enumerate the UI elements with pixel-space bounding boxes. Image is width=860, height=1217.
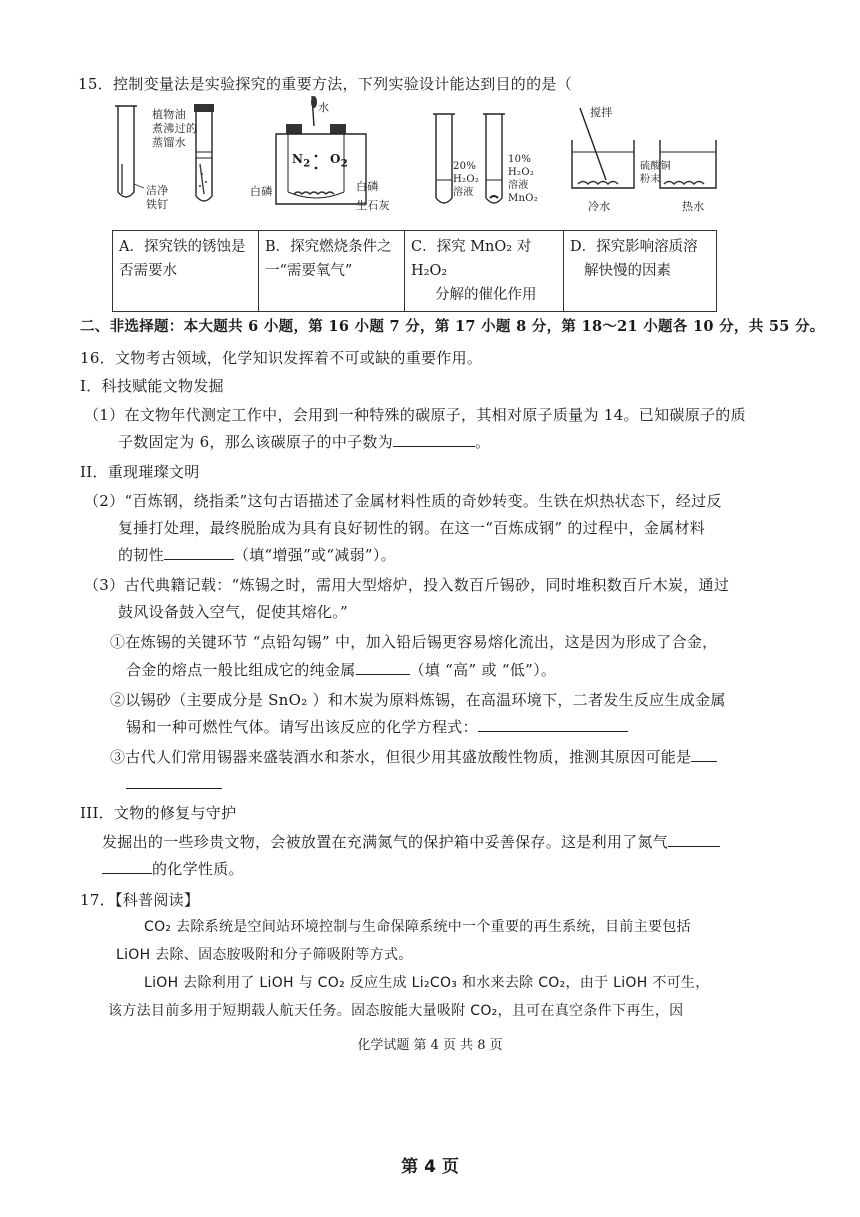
q16-part2-title: II．重现璀璨文明: [80, 463, 200, 481]
answer-blank-toughness[interactable]: [164, 545, 234, 560]
answer-blank-neutrons[interactable]: [393, 432, 475, 447]
fig-a-label-water: 蒸馏水: [152, 136, 186, 149]
option-d[interactable]: D．探究影响溶质溶 解快慢的因素: [564, 231, 717, 312]
answer-blank-reason-b[interactable]: [126, 774, 222, 789]
fig-c-left-pct: 20%: [453, 161, 477, 172]
q16-p2-line3: 的韧性: [118, 546, 164, 564]
fig-b-phosphorus-left: 白磷: [250, 185, 273, 198]
q16-p3b-line1: ②以锡砂（主要成分是 SnO₂ ）和木炭为原料炼锡，在高温环境下，二者发生反应生成金属: [110, 691, 726, 709]
q16-part3-title: III．文物的修复与守护: [80, 804, 237, 822]
option-b[interactable]: B．探究燃烧条件之 一“需要氧气”: [259, 231, 405, 312]
fig-d-hot: 热水: [682, 200, 705, 213]
fig-a-label-clean: 洁净: [146, 184, 169, 197]
q17-para1-line2: LiOH 去除、固态胺吸附和分子筛吸附等方式。: [116, 947, 413, 963]
q16-p4-line2: 的化学性质。: [152, 860, 244, 878]
q16-p3-line1: （3）古代典籍记载：“炼锡之时，需用大型熔炉，投入数百斤锡砂，同时堆积数百斤木炭，通过: [84, 576, 730, 594]
q17-para2-line2: 该方法目前多用于短期载人航天任务。固态胺能大量吸附 CO₂，且可在真空条件下再生，因: [108, 1003, 684, 1019]
q16-stem: 16．文物考古领域，化学知识发挥着不可或缺的重要作用。: [80, 349, 483, 367]
q15-options-table: [112, 230, 717, 312]
q16-p4-line1: 发掘出的一些珍贵文物，会被放置在充满氮气的保护箱中妥善保存。这是利用了氮气: [102, 833, 669, 851]
q16-p1-line2: 子数固定为 6，那么该碳原子的中子数为: [118, 433, 394, 451]
fig-d-cold: 冷水: [588, 200, 611, 213]
fig-d-cuso4: 硫酸铜: [640, 161, 671, 172]
q17-stem: 17．【科普阅读】: [80, 891, 200, 909]
fig-c-right-pct: 10%: [508, 154, 532, 165]
q17-para2-line1: LiOH 去除利用了 LiOH 与 CO₂ 反应生成 Li₂CO₃ 和水来去除 CO₂，由于 LiOH 不可生，: [144, 975, 710, 991]
answer-blank-melting-point[interactable]: [356, 660, 410, 675]
option-c[interactable]: C．探究 MnO₂ 对 H₂O₂ 分解的催化作用: [405, 231, 564, 312]
fig-b-n2: N: [292, 152, 304, 166]
page-number-label: 第 4 页: [401, 1157, 459, 1177]
fig-b-o2: O: [330, 152, 341, 166]
fig-a-label-boiled: 煮沸过的: [152, 122, 198, 135]
q16-p3-line2: 鼓风设备鼓入空气，促使其熔化。”: [118, 603, 348, 621]
fig-c-right-sol: 溶液: [508, 180, 529, 191]
q16-p1-line1: （1）在文物年代测定工作中，会用到一种特殊的碳原子，其相对原子质量为 14。已知碳原子的质: [84, 406, 746, 424]
fig-b-n2-sub: 2: [303, 158, 311, 170]
option-a[interactable]: A．探究铁的锈蚀是 否需要水: [113, 231, 259, 312]
fig-d-powder: 粉末: [640, 174, 661, 185]
q16-part1-title: I．科技赋能文物发掘: [80, 377, 224, 395]
answer-blank-nitrogen-a[interactable]: [668, 832, 720, 847]
answer-blank-nitrogen-b[interactable]: [102, 859, 152, 874]
answer-blank-reason-a[interactable]: [691, 747, 717, 762]
q16-p3b-line2: 锡和一种可燃性气体。请写出该反应的化学方程式：: [126, 718, 478, 736]
exam-page: 15．控制变量法是实验探究的重要方法，下列实验设计能达到目的的是（ 植物油 煮沸过的 蒸馏水 洁净 铁钉 水 $N_2$ $O_2$ 白磷 白磷 生石灰 20% H₂O₂ 溶液 10% H₂O₂ 溶液 MnO₂ 搅拌 硫酸铜 粉末 冷水 热水 A．探究铁的锈蚀是 否需要水 B．探究燃烧条件之 一“需要氧气” C．探究 MnO₂ 对 H₂O₂ 分解的催化作用 D．探究影响溶质溶 解快慢的因素 二、非选择题：本大题共 6 小题，第 16 小题 7 分，第 17 小题 8 分，第 18～21 小题各 10 分，共 55 分。 16．文物考古领域，化学知识发挥着不可或缺的重要作用。 I．科技赋能文物发掘 （1）在文物年代测定工作中，会用到一种特殊的碳原子，其相对原子质量为 14。已知碳原子的质 子数固定为 6，那么该碳原子的中子数为 。 II．重现璀璨文明 （2）“百炼钢，绕指柔”这句古语描述了金属材料性质的奇妙转变。生铁在炽热状态下，经过反 复捶打处理，最终脱胎成为具有良好韧性的钢。在这一“百炼成钢” 的过程中，金属材料 的韧性 （填“增强”或“减弱”）。 （3）古代典籍记载：“炼锡之时，需用大型熔炉，投入数百斤锡砂，同时堆积数百斤木炭，通过 鼓风设备鼓入空气，促使其熔化。” ①在炼锡的关键环节 “点铅勾锡” 中，加入铅后锡更容易熔化流出，这是因为形成了合金， 合金的熔点一般比组成它的纯金属 （填 “高” 或 “低”）。 ②以锡砂（主要成分是 SnO₂ ）和木炭为原料炼锡，在高温环境下，二者发生反应生成金属 锡和一种可燃性气体。请写出该反应的化学方程式： ③古代人们常用锡器来盛装酒水和茶水，但很少用其盛放酸性物质，推测其原因可能是 III．文物的修复与守护 发掘出的一些珍贵文物，会被放置在充满氮气的保护箱中妥善保存。这是利用了氮气 的化学性质。 17．【科普阅读】 CO₂ 去除系统是空间站环境控制与生命保障系统中一个重要的再生系统，目前主要包括 LiOH 去除、固态胺吸附和分子筛吸附等方式。 LiOH 去除利用了 LiOH 与 CO₂ 反应生成 Li₂CO₃ 和水来去除 CO₂，由于 LiOH 不可生， 该方法目前多用于短期载人航天任务。固态胺能大量吸附 CO₂，且可在真空条件下再生，因 化学试题 第 4 页 共 8 页 第 4 页: [0, 0, 860, 1217]
fig-c-mno2: MnO₂: [508, 193, 539, 204]
fig-b-phosphorus-right: 白磷: [356, 180, 379, 193]
fig-a-label-oil: 植物油: [152, 108, 186, 121]
fig-b-water-label: 水: [318, 101, 330, 114]
q17-para1-line1: CO₂ 去除系统是空间站环境控制与生命保障系统中一个重要的再生系统，目前主要包括: [144, 919, 691, 935]
page-footer: 化学试题 第 4 页 共 8 页: [357, 1038, 503, 1053]
q16-p3a-line1: ①在炼锡的关键环节 “点铅勾锡” 中，加入铅后锡更容易熔化流出，这是因为形成了合金，: [110, 633, 718, 651]
fig-a-label-nail: 铁钉: [146, 198, 169, 211]
q16-p3c-line1: ③古代人们常用锡器来盛装酒水和茶水，但很少用其盛放酸性物质，推测其原因可能是: [110, 748, 692, 766]
q15-stem: 15．控制变量法是实验探究的重要方法，下列实验设计能达到目的的是（: [78, 75, 572, 93]
q16-p3a-line2: 合金的熔点一般比组成它的纯金属: [126, 661, 356, 679]
fig-d-stir: 搅拌: [590, 106, 613, 119]
fig-b-lime: 生石灰: [356, 199, 390, 212]
fig-c-left-chem: H₂O₂: [453, 174, 480, 185]
fig-b-o2-sub: 2: [340, 158, 349, 170]
section-2-heading: 二、非选择题：本大题共 6 小题，第 16 小题 7 分，第 17 小题 8 分，第 18～21 小题各 10 分，共 55 分。: [80, 318, 825, 335]
fig-c-right-chem: H₂O₂: [508, 167, 535, 178]
fig-c-left-sol: 溶液: [453, 187, 474, 198]
q16-p2-line2: 复捶打处理，最终脱胎成为具有良好韧性的钢。在这一“百炼成钢” 的过程中，金属材料: [118, 519, 706, 537]
answer-blank-equation[interactable]: [478, 717, 628, 732]
q16-p2-line1: （2）“百炼钢，绕指柔”这句古语描述了金属材料性质的奇妙转变。生铁在炽热状态下，经过反: [84, 492, 722, 510]
